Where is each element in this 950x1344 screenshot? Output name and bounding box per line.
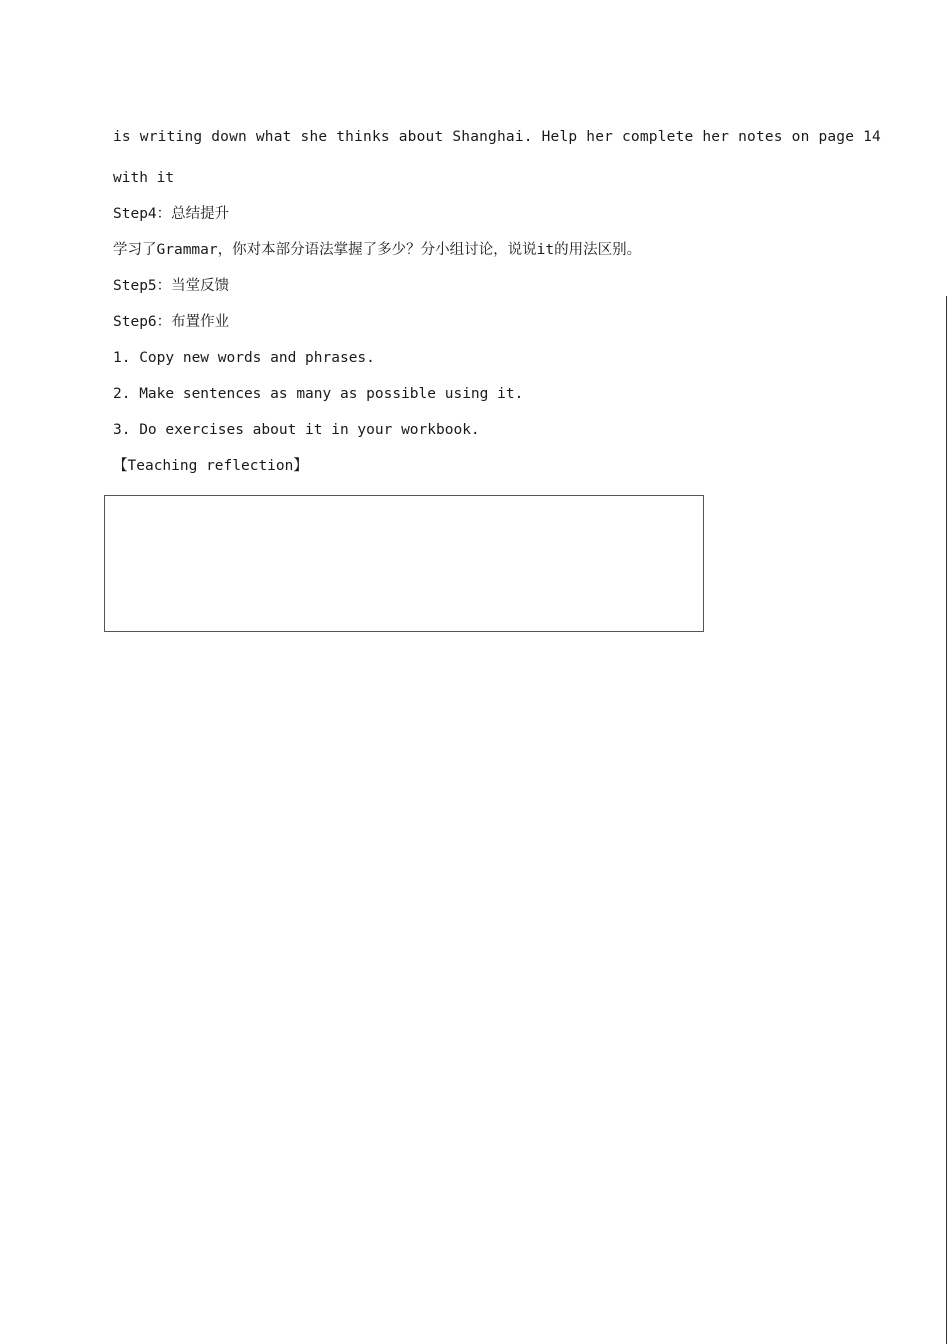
homework-item-1: 1. Copy new words and phrases. xyxy=(113,350,375,366)
grammar-discussion-text: 学习了Grammar，你对本部分语法掌握了多少？分小组讨论，说说it的用法区别。 xyxy=(113,242,642,258)
homework-item-3: 3. Do exercises about it in your workbook. xyxy=(113,422,480,438)
step6-heading: Step6：布置作业 xyxy=(113,314,230,330)
page-edge-divider xyxy=(946,296,947,1344)
step5-heading: Step5：当堂反馈 xyxy=(113,278,230,294)
paragraph-line-continuation: is writing down what she thinks about Shanghai. Help her complete her notes on page 14 xyxy=(113,129,881,145)
teaching-reflection-box xyxy=(104,495,704,632)
paragraph-line-with-it: with it xyxy=(113,170,175,186)
homework-item-2: 2. Make sentences as many as possible using it. xyxy=(113,386,524,402)
teaching-reflection-heading: 【Teaching reflection】 xyxy=(113,458,308,474)
step4-heading: Step4：总结提升 xyxy=(113,206,230,222)
